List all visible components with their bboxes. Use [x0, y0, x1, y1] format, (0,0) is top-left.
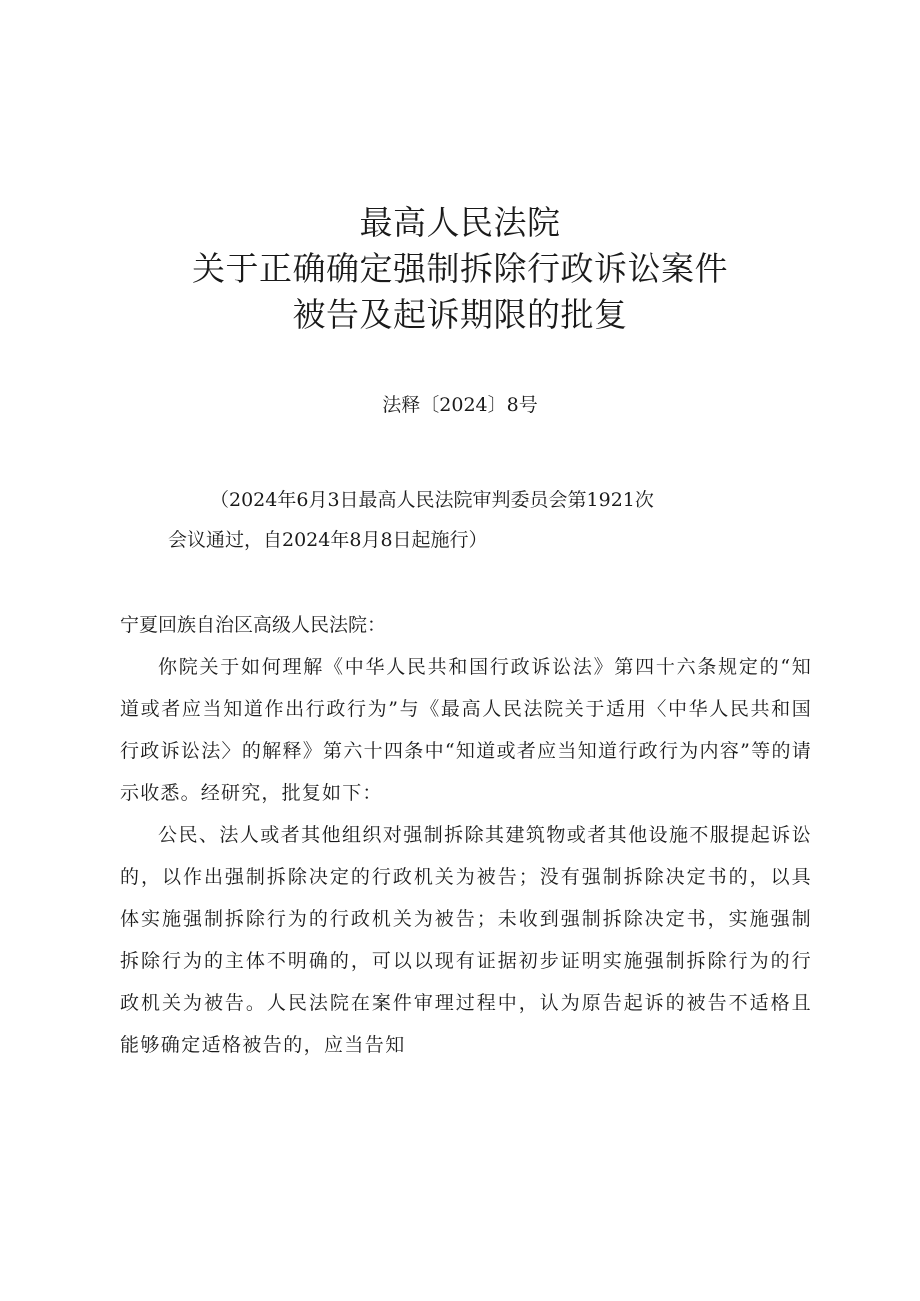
title-line-subject: 关于正确确定强制拆除行政诉讼案件 — [192, 249, 728, 288]
body-paragraph-reply: 公民、法人或者其他组织对强制拆除其建筑物或者其他设施不服提起诉讼的，以作出强制拆除决定的行政机关为被告；没有强制拆除决定书的，以具体实施强制拆除行为的行政机关为被告；未收到强制拆除决定书，实施强制拆除行为的主体不明确的，可以以现有证据初步证明实施强制拆除行为的行政机关为被告。人民法院在案件审理过程中，认为原告起诉的被告不适格且能够确定适格被告的，应当告知 — [120, 824, 812, 1056]
title-line-topic: 被告及起诉期限的批复 — [292, 295, 628, 334]
salutation: 宁夏回族自治区高级人民法院： — [120, 614, 387, 636]
document-title — [0, 200, 920, 338]
title-line-issuer: 最高人民法院 — [359, 203, 561, 242]
document-body — [120, 604, 812, 1066]
body-paragraph-request: 你院关于如何理解《中华人民共和国行政诉讼法》第四十六条规定的“知道或者应当知道作出行政行为”与《最高人民法院关于适用〈中华人民共和国行政诉讼法〉的解释》第六十四条中“知道或者应当知道行政行为内容”等的请示收悉。经研究，批复如下： — [120, 656, 812, 804]
adoption-note-line-2: 会议通过，自2024年8月8日起施行） — [168, 529, 488, 551]
document-number: 法释〔2024〕8号 — [382, 394, 538, 416]
adoption-note-line-1: （2024年6月3日最高人民法院审判委员会第1921次 — [210, 489, 654, 511]
adoption-note — [160, 480, 780, 560]
